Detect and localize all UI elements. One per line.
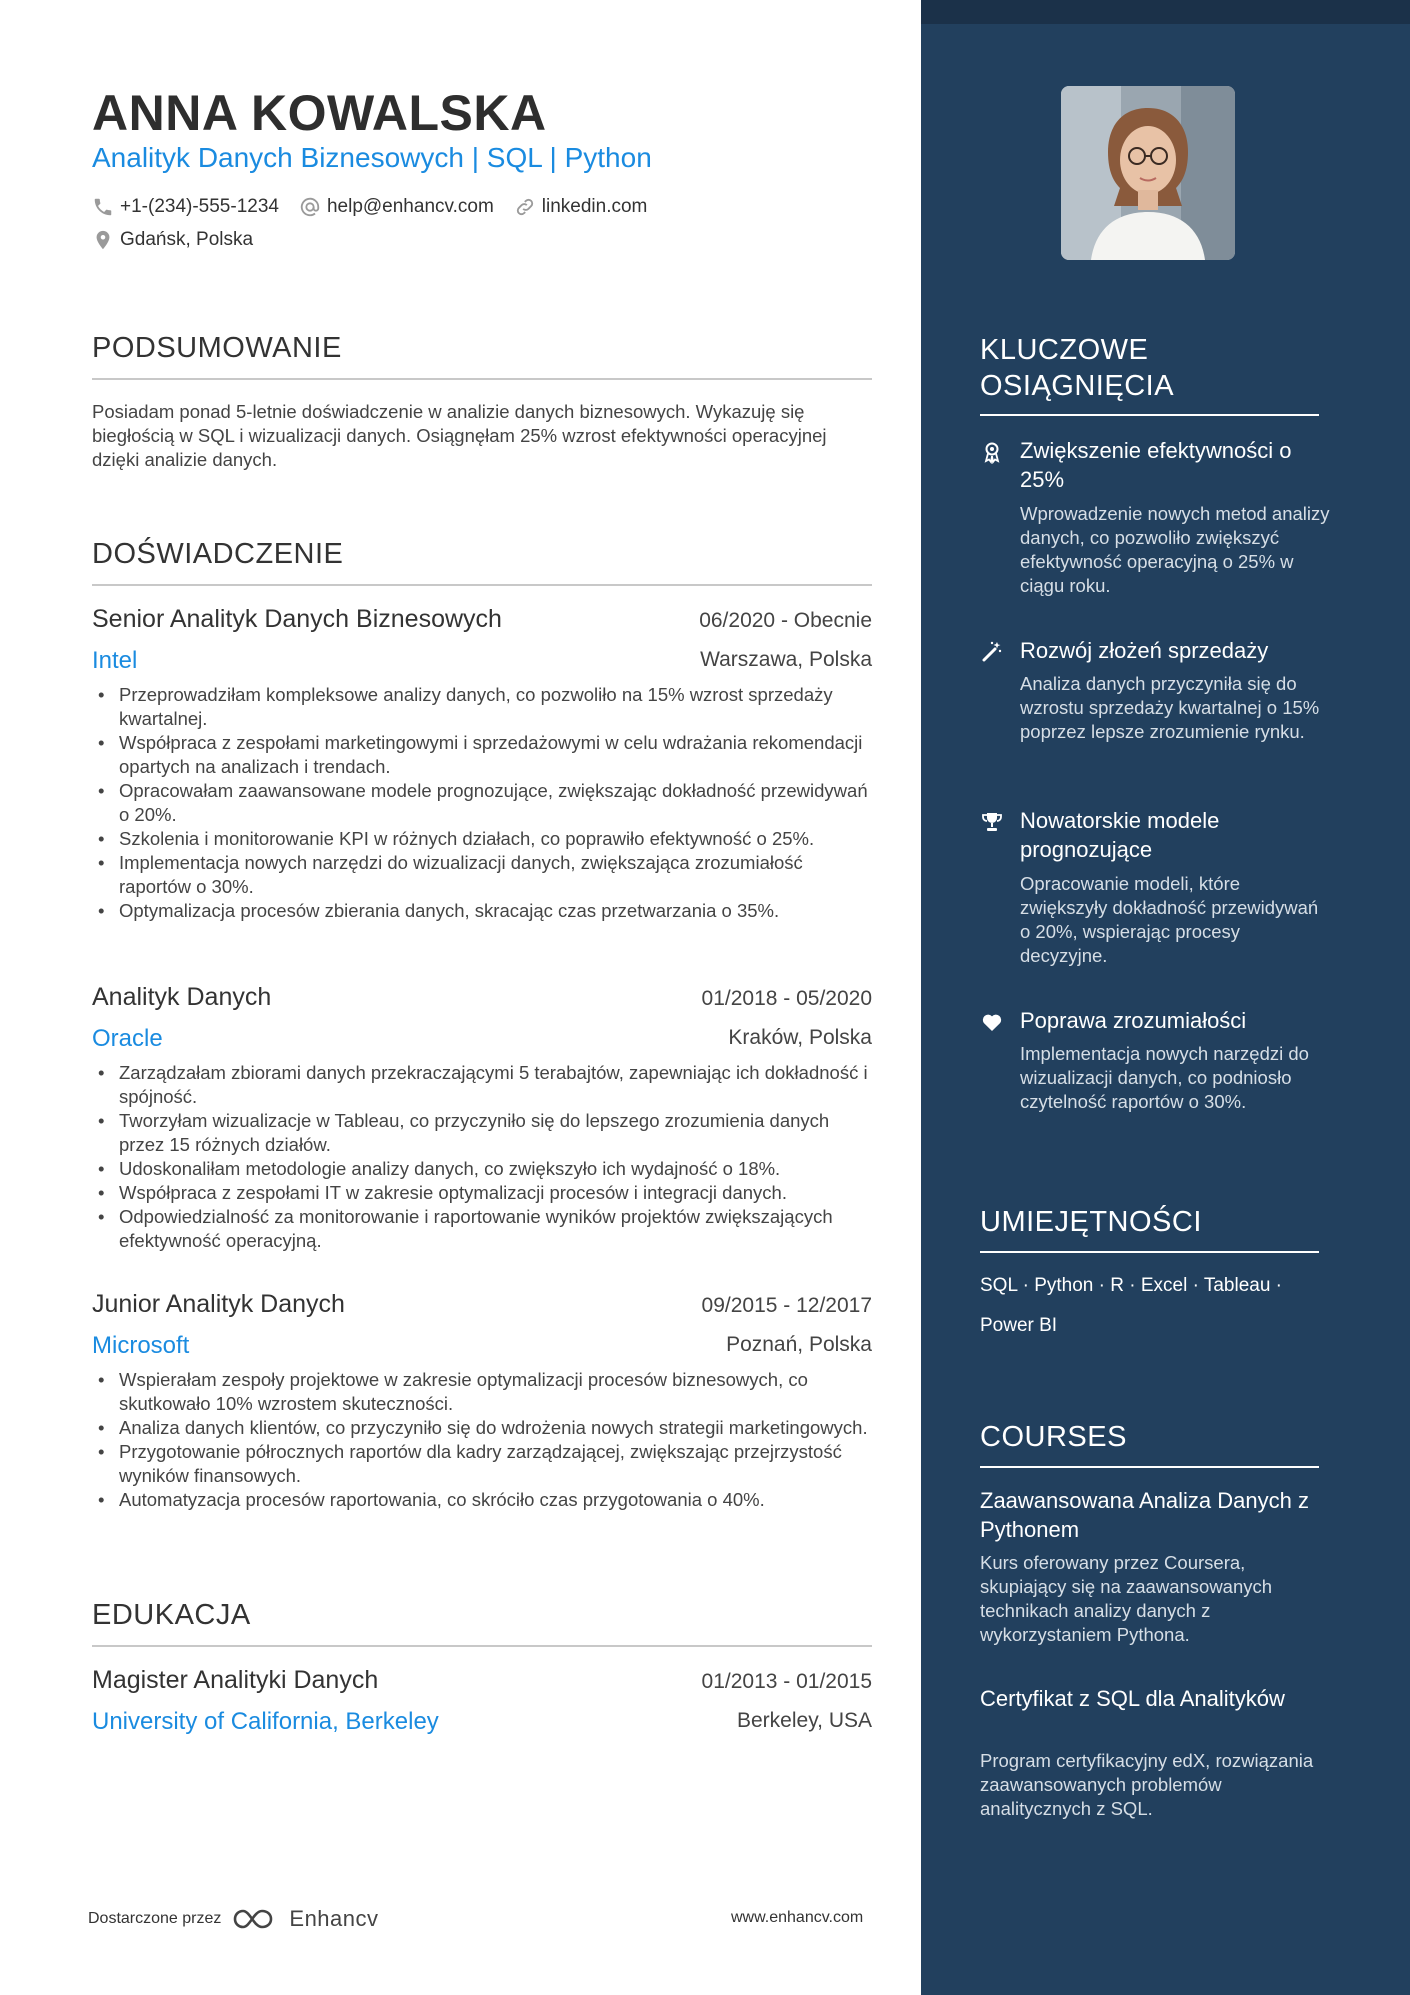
bullet-item: • Automatyzacja procesów raportowania, co skróciło czas przygotowania o 40%. xyxy=(92,1488,872,1512)
course-description: Program certyfikacyjny edX, rozwiązania zaawansowanych problemów analitycznych z SQL. xyxy=(980,1750,1314,1819)
job-date: 01/2018 - 05/2020 xyxy=(701,987,872,1010)
achievement-description: Wprowadzenie nowych metod analizy danych, co pozwoliło zwiększyć efektywność operacyjną o 25% w ciągu roku. xyxy=(1020,503,1330,596)
job-date: 06/2020 - Obecnie xyxy=(699,609,872,632)
profile-photo xyxy=(1061,86,1235,260)
location-pin-icon xyxy=(92,229,114,251)
achievement-description: Analiza danych przyczyniła się do wzrostu sprzedaży kwartalnej o 15% poprzez lepsze zrozumienie rynku. xyxy=(1020,673,1320,742)
candidate-name: ANNA KOWALSKA xyxy=(92,85,547,141)
bullet-item: • Tworzyłam wizualizacje w Tableau, co przyczyniło się do lepszego zrozumienia danych przez 15 różnych działów. xyxy=(92,1109,872,1157)
bullet-item: • Implementacja nowych narzędzi do wizualizacji danych, zwiększająca zrozumiałość raportów o 30%. xyxy=(92,851,872,899)
education-location: Berkeley, USA xyxy=(737,1709,872,1732)
achievement-description: Implementacja nowych narzędzi do wizualizacji danych, co podniosło czytelność raportów o 30%. xyxy=(1020,1043,1309,1112)
job-location: Warszawa, Polska xyxy=(700,648,872,671)
bullet-item: • Szkolenia i monitorowanie KPI w różnych działach, co poprawiło efektywność o 25%. xyxy=(92,827,872,851)
sidebar xyxy=(921,0,1410,1995)
job-bullets xyxy=(92,1368,872,1512)
phone-text[interactable]: +1-(234)-555-1234 xyxy=(120,196,279,217)
contact-row xyxy=(92,196,647,218)
phone-icon xyxy=(92,196,114,218)
achievement-description: Opracowanie modeli, które zwiększyły dokładność przewidywań o 20%, wspierając procesy decyzyjne. xyxy=(1020,873,1319,966)
experience-heading: DOŚWIADCZENIE xyxy=(92,538,344,570)
footer-brand xyxy=(88,1906,379,1932)
education-heading: EDUKACJA xyxy=(92,1599,251,1631)
courses-divider xyxy=(980,1466,1319,1468)
link-icon xyxy=(514,196,536,218)
magic-wand-icon xyxy=(980,640,1004,664)
location-item xyxy=(92,229,253,251)
email-item xyxy=(299,196,494,218)
heart-icon xyxy=(980,1010,1004,1034)
skills-heading: UMIEJĘTNOŚCI xyxy=(980,1206,1202,1238)
summary-divider xyxy=(92,378,872,380)
powered-by-text: Dostarczone przez xyxy=(88,1910,222,1927)
phone-item xyxy=(92,196,279,218)
email-text[interactable]: help@enhancv.com xyxy=(326,196,494,217)
location-row xyxy=(92,229,253,251)
courses-heading: COURSES xyxy=(980,1421,1127,1453)
bullet-item: • Wspierałam zespoły projektowe w zakresie optymalizacji procesów biznesowych, co skutkowało 10% wzrostem skuteczności. xyxy=(92,1368,872,1416)
skills-divider xyxy=(980,1251,1319,1253)
summary-text: Posiadam ponad 5-letnie doświadczenie w analizie danych biznesowych. Wykazuję się biegłością w SQL i wizualizacji danych. Osiągnęłam 25% wzrost efektywności operacyjnej dzięki analizie danych. xyxy=(92,401,827,470)
job-location: Kraków, Polska xyxy=(728,1026,872,1049)
trophy-icon xyxy=(980,810,1004,834)
company-name: Intel xyxy=(92,647,138,674)
bullet-item: • Zarządzałam zbiorami danych przekraczającymi 5 terabajtów, zapewniając ich dokładność i spójność. xyxy=(92,1061,872,1109)
at-icon xyxy=(299,196,321,218)
achievements-heading: KLUCZOWE OSIĄGNIĘCIA xyxy=(980,334,1175,402)
bullet-item: • Przeprowadziłam kompleksowe analizy danych, co pozwoliło na 15% wzrost sprzedaży kwartalnej. xyxy=(92,683,872,731)
bullet-item: • Optymalizacja procesów zbierania danych, skracając czas przetwarzania o 35%. xyxy=(92,899,872,923)
job-bullets xyxy=(92,683,872,923)
achievement-title: Zwiększenie efektywności o 25% xyxy=(1020,438,1292,492)
job-bullets xyxy=(92,1061,872,1253)
skills-list: SQL · Python · R · Excel · Tableau · Power BI xyxy=(980,1275,1283,1336)
course-title: Certyfikat z SQL dla Analityków xyxy=(980,1686,1285,1711)
achievement-title: Rozwój złożeń sprzedaży xyxy=(1020,638,1269,663)
bullet-item: • Współpraca z zespołami marketingowymi i sprzedażowymi w celu wdrażania rekomendacji opartych na analizach i trendach. xyxy=(92,731,872,779)
company-name: Microsoft xyxy=(92,1332,190,1359)
achievements-divider xyxy=(980,414,1319,416)
bullet-item: • Udoskonaliłam metodologie analizy danych, co zwiększyło ich wydajność o 18%. xyxy=(92,1157,872,1181)
achievement-title: Poprawa zrozumiałości xyxy=(1020,1008,1247,1033)
enhancv-brand[interactable]: Enhancv xyxy=(289,1906,379,1931)
experience-divider xyxy=(92,584,872,586)
course-title: Zaawansowana Analiza Danych z Pythonem xyxy=(980,1488,1309,1542)
headline: Analityk Danych Biznesowych | SQL | Python xyxy=(92,142,652,173)
bullet-item: • Przygotowanie półrocznych raportów dla kadry zarządzającej, zwiększając przejrzystość wyników finansowych. xyxy=(92,1440,872,1488)
bullet-item: • Opracowałam zaawansowane modele prognozujące, zwiększając dokładność przewidywań o 20%. xyxy=(92,779,872,827)
job-title: Junior Analityk Danych xyxy=(92,1290,345,1318)
linkedin-item xyxy=(514,196,648,218)
education-date: 01/2013 - 01/2015 xyxy=(701,1670,872,1693)
bullet-item: • Odpowiedzialność za monitorowanie i raportowanie wyników projektów zwiększających efektywność operacyjną. xyxy=(92,1205,872,1253)
job-title: Analityk Danych xyxy=(92,983,272,1011)
footer-website[interactable]: www.enhancv.com xyxy=(731,1909,864,1926)
achievement-title: Nowatorskie modele prognozujące xyxy=(1020,808,1220,862)
bullet-item: • Współpraca z zespołami IT w zakresie optymalizacji procesów i integracji danych. xyxy=(92,1181,872,1205)
award-icon xyxy=(980,440,1004,464)
course-description: Kurs oferowany przez Coursera, skupiający się na zaawansowanych technikach analizy danych z wykorzystaniem Pythona. xyxy=(980,1552,1273,1645)
school-name: University of California, Berkeley xyxy=(92,1708,439,1735)
job-date: 09/2015 - 12/2017 xyxy=(701,1294,872,1317)
summary-heading: PODSUMOWANIE xyxy=(92,332,342,364)
location-text: Gdańsk, Polska xyxy=(120,229,254,250)
job-title: Senior Analityk Danych Biznesowych xyxy=(92,605,502,633)
linkedin-text[interactable]: linkedin.com xyxy=(541,196,648,217)
degree-title: Magister Analityki Danych xyxy=(92,1666,379,1694)
company-name: Oracle xyxy=(92,1025,163,1052)
enhancv-logo-icon xyxy=(231,1906,279,1932)
bullet-item: • Analiza danych klientów, co przyczyniło się do wdrożenia nowych strategii marketingowych. xyxy=(92,1416,872,1440)
education-divider xyxy=(92,1645,872,1647)
sidebar-top-band xyxy=(921,0,1410,24)
job-location: Poznań, Polska xyxy=(726,1333,872,1356)
